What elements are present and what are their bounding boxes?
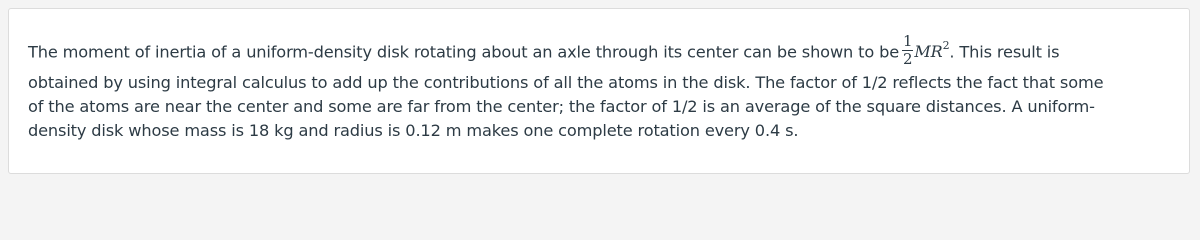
problem-line-2: obtained by using integral calculus to add up the contributions of all the atoms in the disk. The factor of 1/2 reflects the fact that some	[28, 73, 1104, 92]
fraction-numerator: 1	[903, 32, 913, 51]
formula-exponent: 2	[942, 39, 950, 52]
fraction-denominator: 2	[903, 50, 913, 69]
problem-line-4: density disk whose mass is 18 kg and radius is 0.12 m makes one complete rotation every 0.4 s.	[28, 121, 799, 140]
problem-line-1	[28, 27, 1178, 69]
formula-mr-squared	[914, 39, 950, 62]
problem-line-3: of the atoms are near the center and some are far from the center; the factor of 1/2 is an average of the square distances. A uniform-	[28, 97, 1095, 116]
text-line1-before: The moment of inertia of a uniform-density disk rotating about an axle through its center can be shown to be	[28, 42, 900, 62]
text-line1-after: . This result is	[949, 42, 1060, 62]
formula-variables: MR	[914, 42, 943, 62]
question-card	[8, 8, 1190, 174]
problem-text	[28, 27, 1178, 143]
fraction-one-half	[902, 34, 913, 67]
